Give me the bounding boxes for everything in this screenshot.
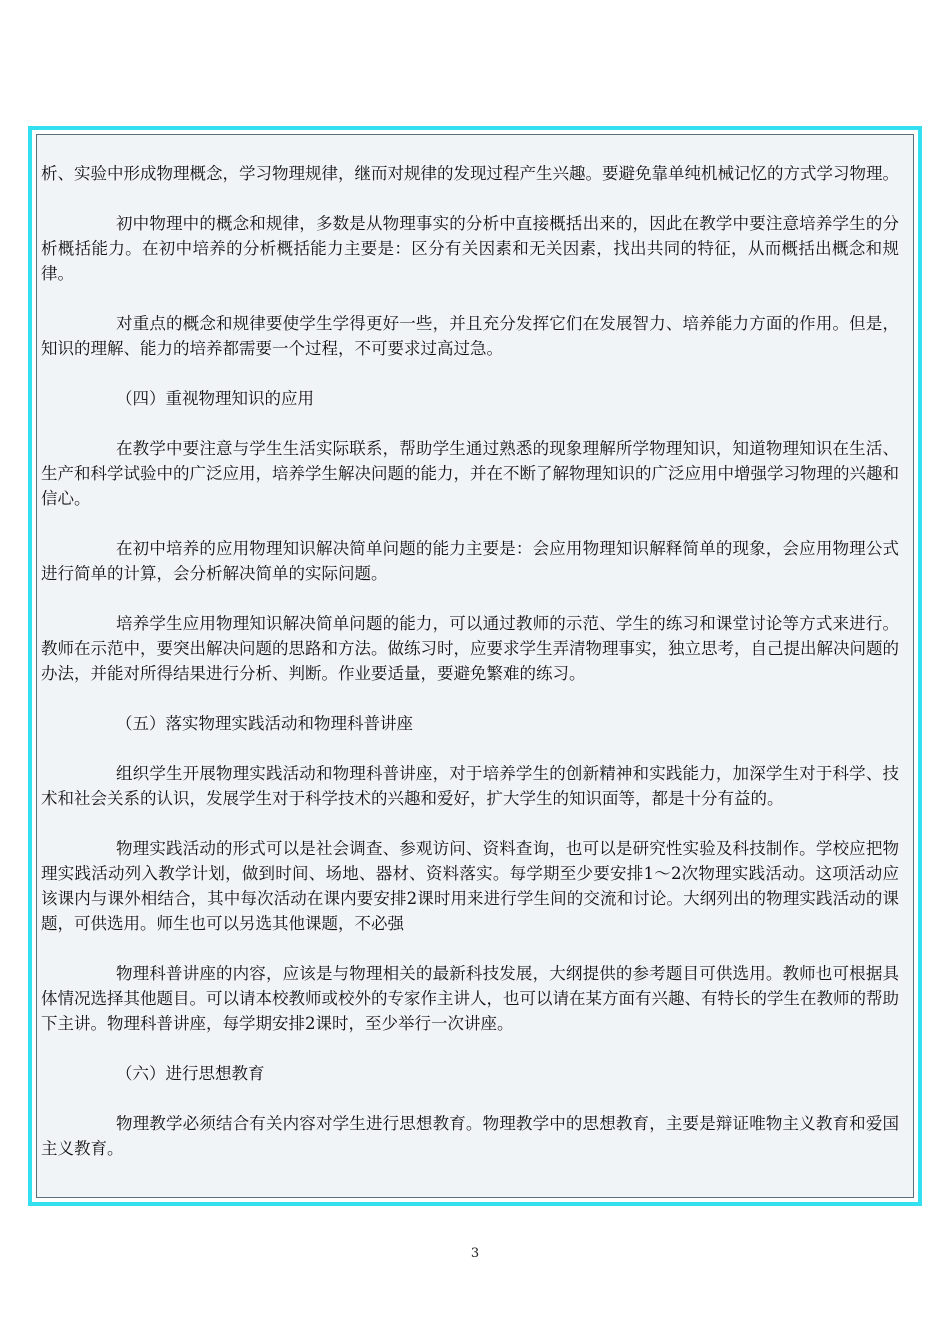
- paragraph-ideological-education: 物理教学必须结合有关内容对学生进行思想教育。物理教学中的思想教育，主要是辩证唯物主义教育和爱国主义教育。: [41, 1114, 899, 1158]
- paragraph-science-lectures: 物理科普讲座的内容，应该是与物理相关的最新科技发展，大纲提供的参考题目可供选用。教师也可根据具体情况选择其他题目。可以请本校教师或校外的专家作主讲人，也可以请在某方面有兴趣、有特长的学生在教师的帮助下主讲。物理科普讲座，每学期安排2课时，至少举行一次讲座。: [41, 964, 899, 1033]
- paragraph-problem-solving: 培养学生应用物理知识解决简单问题的能力，可以通过教师的示范、学生的练习和课堂讨论等方式来进行。教师在示范中，要突出解决问题的思路和方法。做练习时，应要求学生弄清物理事实，独立思考，自己提出解决问题的办法，并能对所得结果进行分析、判断。作业要适量，要避免繁难的练习。: [41, 614, 899, 683]
- section-heading-5: （五）落实物理实践活动和物理科普讲座: [116, 714, 413, 733]
- content-panel: [36, 134, 914, 1198]
- section-heading-4: （四）重视物理知识的应用: [116, 389, 314, 408]
- content-frame: [28, 126, 922, 1206]
- paragraph-key-concepts: 对重点的概念和规律要使学生学得更好一些，并且充分发挥它们在发展智力、培养能力方面的作用。但是，知识的理解、能力的培养都需要一个过程，不可要求过高过急。: [41, 314, 899, 358]
- paragraph-practice-activities: 组织学生开展物理实践活动和物理科普讲座，对于培养学生的创新精神和实践能力，加深学生对于科学、技术和社会关系的认识，发展学生对于科学技术的兴趣和爱好，扩大学生的知识面等，都是十分有益的。: [41, 764, 899, 808]
- paragraph-life-connection: 在教学中要注意与学生生活实际联系，帮助学生通过熟悉的现象理解所学物理知识，知道物理知识在生活、生产和科学试验中的广泛应用，培养学生解决问题的能力，并在不断了解物理知识的广泛应用中增强学习物理的兴趣和信心。: [41, 439, 899, 508]
- paragraph-activity-forms: 物理实践活动的形式可以是社会调查、参观访问、资料查询，也可以是研究性实验及科技制作。学校应把物理实践活动列入教学计划，做到时间、场地、器材、资料落实。每学期至少要安排1～2次物理实践活动。这项活动应该课内与课外相结合，其中每次活动在课内要安排2课时用来进行学生间的交流和讨论。大纲列出的物理实践活动的课题，可供选用。师生也可以另选其他课题，不必强: [41, 839, 899, 933]
- paragraph-application-ability: 在初中培养的应用物理知识解决简单问题的能力主要是：会应用物理知识解释简单的现象，会应用物理公式进行简单的计算，会分析解决简单的实际问题。: [41, 539, 899, 583]
- paragraph-continuation: 析、实验中形成物理概念，学习物理规律，继而对规律的发现过程产生兴趣。要避免靠单纯机械记忆的方式学习物理。: [41, 164, 899, 183]
- document-body: [41, 161, 899, 1186]
- page-number: 3: [470, 1246, 480, 1261]
- section-heading-6: （六）进行思想教育: [116, 1064, 265, 1083]
- paragraph-concepts-and-laws: 初中物理中的概念和规律，多数是从物理事实的分析中直接概括出来的，因此在教学中要注意培养学生的分析概括能力。在初中培养的分析概括能力主要是：区分有关因素和无关因素，找出共同的特征，从而概括出概念和规律。: [41, 214, 899, 283]
